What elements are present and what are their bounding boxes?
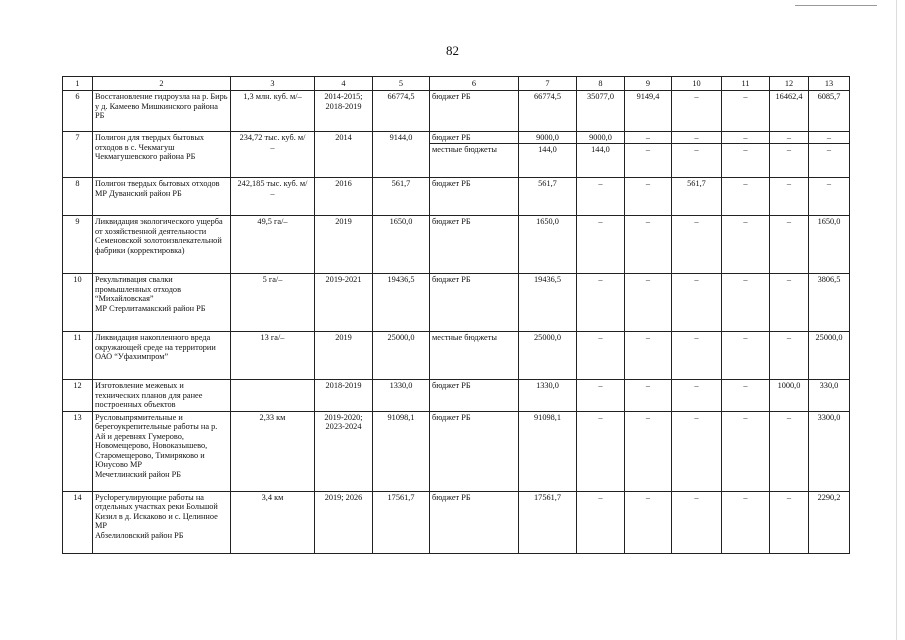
cell-line: Русłорегулирующие работы на отдельных участках реки Большой Кизил в д. Искаково и с. Целинное МР — [95, 492, 218, 531]
cell-line: 1330,0 — [389, 381, 413, 390]
cell-line: – — [694, 412, 699, 422]
table-cell — [809, 491, 850, 553]
table-cell — [63, 411, 93, 491]
cell-line: 25000,0 — [387, 333, 415, 342]
cell-line: 561,7 — [538, 179, 557, 188]
cell-line: – — [743, 492, 748, 502]
table-cell — [231, 274, 315, 332]
cell-line: 1330,0 — [536, 381, 559, 390]
table-cell — [770, 274, 809, 332]
table-cell — [93, 274, 231, 332]
cell-line: 2023-2024 — [325, 422, 362, 432]
table-row — [63, 274, 850, 332]
cell-line: бюджет РБ — [432, 381, 471, 390]
cell-line: 66774,5 — [387, 92, 415, 101]
table-cell — [722, 274, 770, 332]
cell-line: – — [645, 381, 651, 390]
cell-line: Русловыпрямительные и берегоукрепительные работы на р. Ай и деревнях Гумерово, Новомещерово, Новоказышево, Старомещерово, Тимиряково и Юнусово МР — [95, 412, 218, 470]
table-cell — [430, 411, 519, 491]
table-cell — [809, 380, 850, 412]
header-cell: 13 — [809, 77, 850, 91]
table-cell — [519, 178, 577, 216]
table-cell — [315, 91, 373, 132]
cell-line: – — [645, 492, 651, 502]
table-cell — [625, 216, 672, 274]
cell-line: – — [743, 275, 748, 284]
cell-line: – — [645, 179, 651, 188]
table-cell — [315, 132, 373, 178]
cell-line: – — [743, 333, 748, 342]
table-cell — [231, 411, 315, 491]
table-cell — [93, 178, 231, 216]
cell-line: бюджет РБ — [432, 412, 471, 422]
header-cell: 2 — [93, 77, 231, 91]
table-cell — [722, 332, 770, 380]
table-row — [63, 132, 850, 178]
table-cell — [93, 491, 231, 553]
header-cell: 7 — [519, 77, 577, 91]
cell-line: 561,7 — [687, 179, 706, 188]
table-cell — [315, 380, 373, 412]
cell-line: 2,33 км — [259, 412, 286, 422]
table-cell — [430, 332, 519, 380]
cell-line: – — [786, 333, 792, 342]
cell-line: 49,5 га/– — [257, 217, 288, 226]
page-number: 82 — [446, 43, 459, 58]
table-cell — [672, 491, 722, 553]
cell-line: – — [694, 217, 699, 226]
table-cell — [231, 491, 315, 553]
table-cell — [577, 491, 625, 553]
cell-line: 91098,1 — [534, 412, 561, 422]
table-cell — [231, 216, 315, 274]
table-cell — [770, 491, 809, 553]
cell-line: – — [743, 179, 748, 188]
table-row — [63, 332, 850, 380]
header-cell: 10 — [672, 77, 722, 91]
table-row — [63, 380, 850, 412]
table-cell — [672, 411, 722, 491]
cell-line: бюджет РБ — [432, 217, 471, 226]
table-cell — [63, 332, 93, 380]
cell-line: Абзелиловский район РБ — [95, 530, 184, 540]
cell-line: – — [645, 217, 651, 226]
table-cell — [315, 332, 373, 380]
cell-line: – — [270, 142, 275, 152]
table-cell — [93, 332, 231, 380]
table-cell — [430, 178, 519, 216]
cell-line: 25000,0 — [534, 333, 561, 342]
table-cell — [519, 274, 577, 332]
header-cell: 9 — [625, 77, 672, 91]
table-cell — [231, 332, 315, 380]
header-cell: 1 — [63, 77, 93, 91]
table-cell — [577, 216, 625, 274]
table-cell — [430, 132, 519, 178]
table-header-row — [63, 77, 850, 91]
table-cell — [519, 332, 577, 380]
cell-line: – — [786, 179, 792, 188]
cell-line: Полигон для твердых бытовых отходов в с. Чекмагуш Чекмагушевского района РБ — [95, 133, 205, 162]
table-cell — [373, 411, 430, 491]
table-cell — [63, 274, 93, 332]
cell-line: 3,4 км — [261, 492, 284, 502]
cell-subrow: 144,0 — [577, 143, 624, 155]
data-table — [62, 76, 850, 554]
table-cell — [672, 216, 722, 274]
table-cell — [93, 91, 231, 132]
cell-line: 330,0 — [819, 381, 839, 390]
cell-line: 9149,4 — [636, 92, 660, 101]
cell-line: – — [645, 412, 651, 422]
table-cell — [93, 380, 231, 412]
cell-line: – — [786, 217, 792, 226]
cell-subrow: – — [645, 133, 651, 142]
table-cell — [93, 216, 231, 274]
table-cell — [315, 178, 373, 216]
cell-line: 2019; 2026 — [324, 492, 363, 502]
cell-line: местные бюджеты — [432, 333, 497, 342]
table-cell — [231, 178, 315, 216]
cell-subrow: – — [809, 143, 849, 155]
table-cell — [63, 491, 93, 553]
table-cell — [430, 91, 519, 132]
table-cell — [231, 380, 315, 412]
header-cell: 3 — [231, 77, 315, 91]
cell-line: 19436,5 — [534, 275, 561, 284]
cell-line: – — [270, 188, 275, 198]
table-cell — [577, 132, 625, 178]
cell-line: 17561,7 — [534, 492, 561, 502]
table-cell — [809, 411, 850, 491]
table-cell — [625, 411, 672, 491]
cell-line: 2019-2021 — [325, 275, 362, 284]
table-cell — [672, 332, 722, 380]
cell-line: 2016 — [335, 179, 352, 188]
table-cell — [373, 274, 430, 332]
cell-line: 66774,5 — [534, 92, 561, 101]
table-cell — [625, 178, 672, 216]
cell-line: 11 — [73, 333, 82, 342]
table-cell — [722, 178, 770, 216]
header-cell: 12 — [770, 77, 809, 91]
table-cell — [722, 216, 770, 274]
cell-line: 13 га/– — [260, 333, 285, 342]
cell-subrow: – — [743, 133, 748, 142]
table-cell — [231, 132, 315, 178]
table-cell — [63, 178, 93, 216]
table-cell — [373, 491, 430, 553]
table-row — [63, 91, 850, 132]
cell-line: МР Стерлитамакский район РБ — [95, 303, 206, 313]
table-cell — [430, 216, 519, 274]
table-cell — [770, 216, 809, 274]
table-cell — [672, 274, 722, 332]
table-cell — [577, 411, 625, 491]
cell-line: – — [694, 381, 699, 390]
table-cell — [519, 411, 577, 491]
cell-line: 9 — [75, 217, 80, 226]
table-cell — [63, 216, 93, 274]
cell-line: – — [645, 275, 651, 284]
table-cell — [519, 216, 577, 274]
cell-line: 1000,0 — [777, 381, 801, 390]
cell-line: 25000,0 — [815, 333, 843, 342]
table-cell — [809, 216, 850, 274]
cell-subrow: – — [826, 133, 832, 142]
table-cell — [63, 91, 93, 132]
table-cell — [430, 491, 519, 553]
cell-line: – — [598, 333, 603, 342]
cell-subrow: местные бюджеты — [430, 143, 518, 155]
cell-line: – — [826, 179, 832, 188]
table-cell — [672, 380, 722, 412]
cell-line: 2018-2019 — [325, 381, 362, 390]
cell-line: бюджет РБ — [432, 92, 471, 101]
cell-line: – — [743, 381, 748, 390]
table-cell — [625, 332, 672, 380]
cell-line: 2019 — [335, 217, 352, 226]
cell-line: – — [743, 412, 748, 422]
cell-subrow: 9000,0 — [536, 133, 559, 142]
table-cell — [315, 411, 373, 491]
table-cell — [577, 380, 625, 412]
cell-line: 91098,1 — [387, 412, 415, 422]
table-cell — [722, 491, 770, 553]
cell-line: 2014 — [335, 133, 352, 142]
cell-line: – — [598, 217, 603, 226]
cell-line: бюджет РБ — [432, 492, 471, 502]
cell-subrow: – — [722, 143, 769, 155]
table-cell — [315, 491, 373, 553]
table-cell — [373, 91, 430, 132]
table-cell — [672, 132, 722, 178]
cell-line: – — [786, 492, 792, 502]
header-cell: 8 — [577, 77, 625, 91]
table-cell — [625, 132, 672, 178]
cell-line: 3806,5 — [817, 275, 841, 284]
cell-line: – — [694, 275, 699, 284]
table-row — [63, 216, 850, 274]
table-cell — [63, 132, 93, 178]
cell-line: Ликвидация экологического ущерба от хозяйственной деятельности Семеновской золотоизвлекательной фабрики (корректировка) — [95, 217, 223, 255]
table-cell — [809, 132, 850, 178]
table-cell — [231, 91, 315, 132]
table-cell — [672, 91, 722, 132]
cell-line: Восстановление гидроузла на р. Бирь у д. Камеево Мишкинского района РБ — [95, 92, 228, 121]
table-cell — [625, 91, 672, 132]
cell-line: 2014-2015; — [324, 92, 363, 101]
cell-line: 10 — [73, 275, 82, 284]
cell-line: Изготовление межевых и технических планов для ранее построенных объектов — [95, 381, 203, 410]
table-cell — [373, 380, 430, 412]
table-cell — [315, 274, 373, 332]
cell-subrow: – — [770, 143, 808, 155]
cell-line: – — [743, 217, 748, 226]
cell-line: 1,3 млн. куб. м/– — [243, 92, 302, 101]
cell-line: 14 — [73, 492, 82, 502]
cell-subrow: 144,0 — [519, 143, 576, 155]
header-cell: 11 — [722, 77, 770, 91]
cell-line: 6085,7 — [817, 92, 841, 101]
scan-artifact-edge — [896, 0, 897, 640]
cell-line: – — [598, 492, 603, 502]
cell-line: – — [598, 275, 603, 284]
cell-line: 17561,7 — [387, 492, 415, 502]
table-cell — [770, 91, 809, 132]
table-cell — [625, 491, 672, 553]
cell-line: 35077,0 — [587, 92, 614, 101]
cell-line: Ликвидация накопленного вреда окружающей среде на территории ОАО “Уфахимпром” — [95, 333, 216, 362]
cell-line: 9144,0 — [389, 133, 413, 142]
table-cell — [770, 380, 809, 412]
cell-subrow: – — [786, 133, 792, 142]
table-body — [63, 77, 850, 554]
table-cell — [770, 411, 809, 491]
cell-subrow: бюджет РБ — [432, 133, 471, 142]
cell-line: 3300,0 — [817, 412, 841, 422]
table-cell — [373, 332, 430, 380]
table-cell — [373, 216, 430, 274]
header-cell: 5 — [373, 77, 430, 91]
table-cell — [577, 91, 625, 132]
table-row — [63, 178, 850, 216]
table-cell — [770, 132, 809, 178]
table-cell — [373, 178, 430, 216]
cell-line: 1650,0 — [536, 217, 559, 226]
table-cell — [430, 274, 519, 332]
table-cell — [809, 91, 850, 132]
cell-line: 19436,5 — [387, 275, 415, 284]
table-cell — [770, 178, 809, 216]
cell-line: – — [598, 381, 603, 390]
table-cell — [577, 332, 625, 380]
table-cell — [809, 332, 850, 380]
table-cell — [93, 411, 231, 491]
table-cell — [430, 380, 519, 412]
table-cell — [577, 274, 625, 332]
table-cell — [672, 178, 722, 216]
cell-line: 16462,4 — [775, 92, 803, 101]
cell-line: 8 — [75, 179, 80, 188]
cell-subrow: 9000,0 — [589, 133, 612, 142]
cell-line: – — [694, 92, 699, 101]
table-cell — [519, 91, 577, 132]
header-cell: 4 — [315, 77, 373, 91]
table-cell — [93, 132, 231, 178]
cell-line: Мечетлинский район РБ — [95, 469, 182, 479]
cell-line: 2018-2019 — [325, 101, 362, 111]
table-cell — [519, 491, 577, 553]
cell-line: бюджет РБ — [432, 179, 471, 188]
table-cell — [722, 132, 770, 178]
cell-subrow: – — [694, 133, 699, 142]
cell-line: – — [743, 92, 748, 101]
cell-line: 561,7 — [391, 179, 411, 188]
cell-line: 5 га/– — [262, 275, 283, 284]
table-cell — [373, 132, 430, 178]
table-cell — [722, 411, 770, 491]
cell-line: – — [598, 412, 603, 422]
table-cell — [770, 332, 809, 380]
table-cell — [809, 178, 850, 216]
cell-line: – — [694, 492, 699, 502]
table-cell — [722, 380, 770, 412]
table-row — [63, 491, 850, 553]
table-cell — [63, 380, 93, 412]
cell-line: 12 — [73, 381, 82, 390]
cell-line: бюджет РБ — [432, 275, 471, 284]
cell-subrow: – — [625, 143, 671, 155]
cell-line: 13 — [73, 412, 82, 422]
cell-line: – — [786, 412, 792, 422]
cell-line: 2019-2020; — [324, 412, 363, 422]
table-cell — [722, 91, 770, 132]
cell-line: – — [645, 333, 651, 342]
cell-line: 234,72 тыс. куб. м/ — [239, 133, 306, 142]
cell-line: – — [786, 275, 792, 284]
table-cell — [625, 274, 672, 332]
scan-artifact-line — [795, 5, 877, 6]
table-cell — [519, 380, 577, 412]
table-cell — [519, 132, 577, 178]
cell-line: 2019 — [335, 333, 352, 342]
cell-line: 1650,0 — [817, 217, 841, 226]
cell-line: Полигон твердых бытовых отходов МР Дуванский район РБ — [95, 179, 220, 198]
table-cell — [809, 274, 850, 332]
cell-line: 1650,0 — [389, 217, 413, 226]
cell-line: – — [694, 333, 699, 342]
table-cell — [577, 178, 625, 216]
table-cell — [625, 380, 672, 412]
cell-line: 7 — [75, 133, 80, 142]
cell-line: Рекультивация свалки промышленных отходов “Михайловская” — [95, 275, 181, 304]
cell-line: – — [598, 179, 603, 188]
cell-line: 242,185 тыс. куб. м/ — [237, 179, 308, 188]
table-row — [63, 411, 850, 491]
cell-line: 2290,2 — [817, 492, 841, 502]
cell-subrow: – — [672, 143, 721, 155]
cell-line: 6 — [75, 92, 80, 101]
table-cell — [315, 216, 373, 274]
header-cell: 6 — [430, 77, 519, 91]
